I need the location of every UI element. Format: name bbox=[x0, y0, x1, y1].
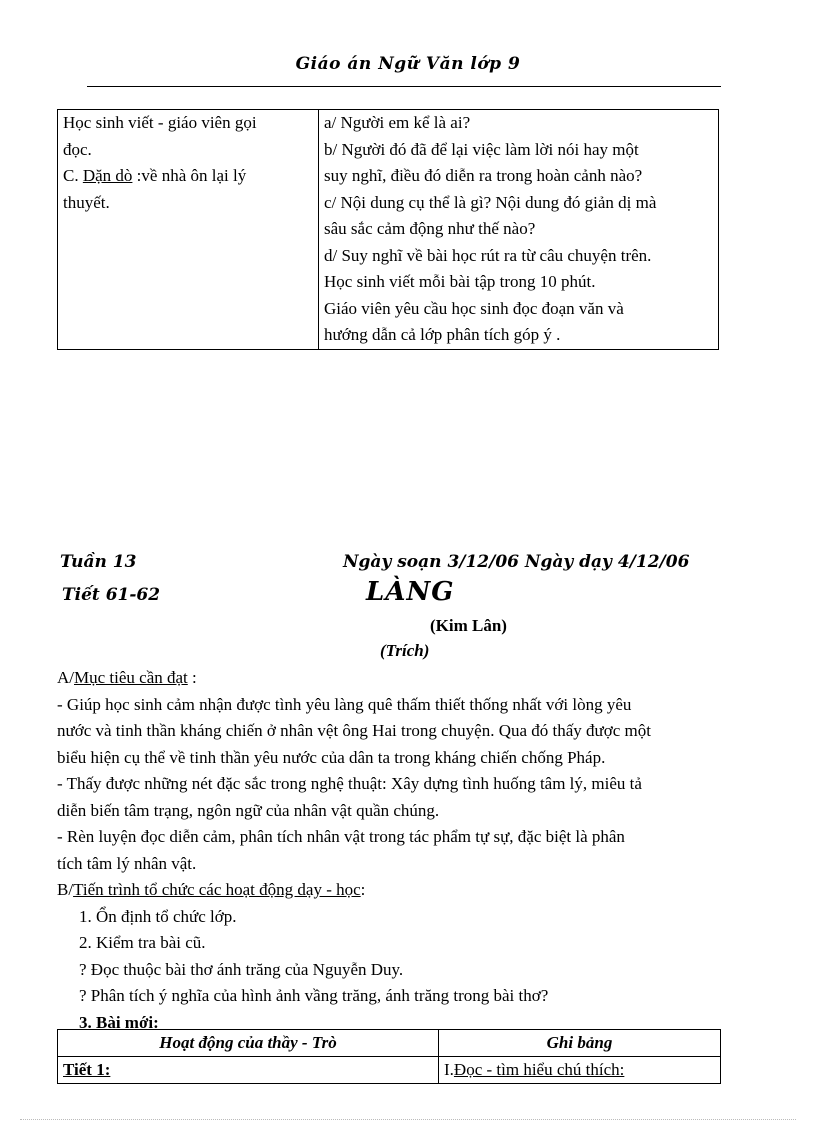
left-line: Học sinh viết - giáo viên gọi bbox=[63, 113, 257, 132]
homework-label: Dặn dò bbox=[82, 166, 133, 185]
homework-line: C. Dặn dò :về nhà ôn lại lý bbox=[63, 166, 247, 185]
left-line: thuyết. bbox=[63, 192, 110, 212]
list-item: ? Phân tích ý nghĩa của hình ảnh vầng trăng, ánh trăng trong bài thơ? bbox=[79, 986, 549, 1005]
activity-table bbox=[57, 109, 719, 350]
col-header-activity: Hoạt động của thầy - Trò bbox=[58, 1030, 439, 1057]
right-line: d/ Suy nghĩ về bài học rút ra từ câu chuyện trên. bbox=[324, 245, 652, 265]
objective-line: - Thấy được những nét đặc sắc trong nghệ thuật: Xây dựng tình huống tâm lý, miêu tả bbox=[57, 774, 642, 793]
page-header: Giáo án Ngữ Văn lớp 9 bbox=[295, 54, 521, 74]
objective-line: tích tâm lý nhân vật. bbox=[57, 853, 197, 873]
objective-line: - Giúp học sinh cảm nhận được tình yêu làng quê thấm thiết thống nhất với lòng yêu bbox=[57, 694, 632, 714]
period-label: Tiết 61-62 bbox=[62, 585, 161, 605]
right-line: Học sinh viết mỗi bài tập trong 10 phút. bbox=[324, 272, 596, 291]
table-row-left: Tiết 1: bbox=[58, 1057, 439, 1084]
section-a bbox=[57, 665, 737, 1036]
objective-line: - Rèn luyện đọc diễn cảm, phân tích nhân vật trong tác phẩm tự sự, đặc biệt là phân bbox=[57, 827, 625, 846]
header-divider bbox=[87, 86, 721, 87]
right-line: Giáo viên yêu cầu học sinh đọc đoạn văn và bbox=[324, 298, 624, 318]
page-bottom-rule bbox=[20, 1119, 796, 1120]
section-a-heading: A/Mục tiêu cần đạt : bbox=[57, 668, 197, 687]
list-item: 3. Bài mới: bbox=[79, 1012, 159, 1032]
right-line: sâu sắc cảm động như thế nào? bbox=[324, 219, 536, 238]
left-line: đọc. bbox=[63, 139, 92, 159]
right-line: b/ Người đó đã để lại việc làm lời nói hay một bbox=[324, 139, 639, 159]
right-line: c/ Nội dung cụ thể là gì? Nội dung đó giản dị mà bbox=[324, 192, 657, 212]
procedure-list bbox=[57, 904, 737, 1037]
right-line: a/ Người em kể là ai? bbox=[324, 113, 471, 132]
lesson-author: (Kim Lân) bbox=[430, 616, 507, 635]
objective-line: diễn biến tâm trạng, ngôn ngữ của nhân vật quần chúng. bbox=[57, 800, 440, 820]
activity-left-cell bbox=[58, 110, 319, 350]
list-item: ? Đọc thuộc bài thơ ánh trăng của Nguyễn Duy. bbox=[79, 959, 404, 979]
objective-line: biểu hiện cụ thể về tinh thần yêu nước của dân ta trong kháng chiến chống Pháp. bbox=[57, 747, 606, 767]
lesson-dates: Ngày soạn 3/12/06 Ngày dạy 4/12/06 bbox=[343, 552, 690, 572]
right-line: hướng dẫn cả lớp phân tích góp ý . bbox=[324, 325, 561, 344]
lesson-table bbox=[57, 1029, 721, 1084]
list-item: 1. Ổn định tổ chức lớp. bbox=[79, 906, 237, 926]
section-b-heading: B/Tiến trình tổ chức các hoạt động dạy - học: bbox=[57, 880, 366, 899]
objective-line: nước và tinh thần kháng chiến ở nhân vệt ông Hai trong chuyện. Qua đó thấy được một bbox=[57, 721, 651, 740]
week-label: Tuần 13 bbox=[60, 552, 137, 572]
activity-right-cell bbox=[319, 110, 719, 350]
table-row-right: I.Đọc - tìm hiểu chú thích: bbox=[439, 1057, 721, 1084]
lesson-title: LÀNG bbox=[366, 577, 455, 607]
excerpt-label: (Trích) bbox=[380, 641, 430, 660]
right-line: suy nghĩ, điều đó diễn ra trong hoàn cảnh nào? bbox=[324, 166, 643, 185]
list-item: 2. Kiểm tra bài cũ. bbox=[79, 933, 206, 952]
col-header-notes: Ghi bảng bbox=[439, 1030, 721, 1057]
